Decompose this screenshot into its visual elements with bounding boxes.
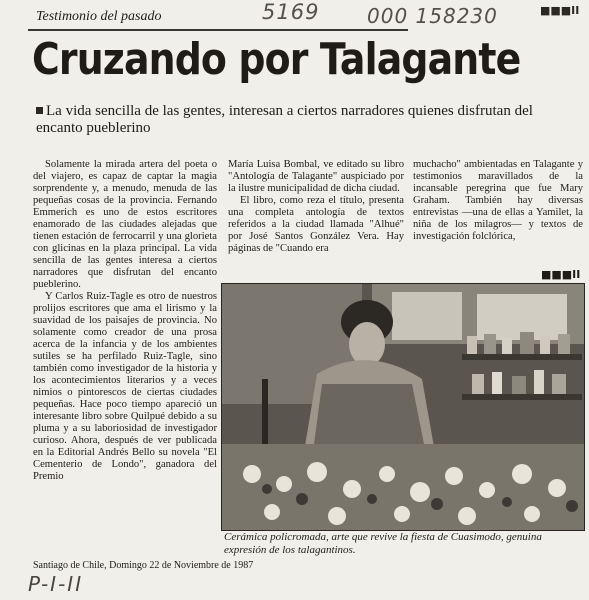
continuation-marker-bottom: ■■■II <box>541 268 581 281</box>
handwritten-code: 5169 <box>262 0 320 24</box>
paragraph: Solamente la mirada artera del poeta o del viajero, es capaz de captar la magia sorprendente y, a menudo, menuda de las pequeñas cosas de la provincia. Fernando Emmerich es uno de estos escritores enamorado de las ciudades alejadas que tienen estación de ferrocarril y una glorieta con glicinas en la plaza principal. La vida sencilla de las gentes interesa a ciertos narradores que disfrutan del encanto pueblerino. <box>33 159 217 290</box>
article-column-3 <box>413 159 583 259</box>
paragraph: Y Carlos Ruiz-Tagle es otro de nuestros prolijos escritores que ama el lirismo y la suavidad de los paisajes de provincia. No solamente como creador de una prosa acerca de la infancia y de los ambientes sutiles se ha perfilado Ruiz-Tagle, sino también como investigador de la historia y los acontecimientos literarios y a veces nimios o pintorescos de ciertas ciudades pequeñas. Hace poco tiempo apareció un interesante libro sobre Quilpué debido a su pluma y a su laboriosidad de investigador curioso. Ahora, después de ver publicada en la Editorial Andrés Bello su novela "El Cementerio de Londo", ganadora del Premio <box>33 291 217 482</box>
paragraph: El libro, como reza el título, presenta una completa antología de textos referidos a la ciudad llamada "Alhué" por José Santos González Vera. Hay páginas de "Cuando era <box>228 195 404 254</box>
photo-artwork <box>222 284 584 530</box>
article-column-1 <box>33 159 217 557</box>
continuation-marker-top: ■■■II <box>540 4 580 17</box>
article-column-2 <box>228 159 404 285</box>
photo-caption: Cerámica policromada, arte que revive la fiesta de Cuasimodo, genuina expresión de los talagantinos. <box>224 531 542 556</box>
headline: Cruzando por Talagante <box>32 34 521 85</box>
handwritten-catalog-number: 000 158230 <box>367 4 498 28</box>
paragraph: María Luisa Bombal, ve editado su libro "Antología de Talagante" auspiciado por la ilustre municipalidad de dicha ciudad. <box>228 159 404 194</box>
deck-text: La vida sencilla de las gentes, interesan a ciertos narradores quienes disfrutan del encanto pueblerino <box>36 103 533 136</box>
paragraph: muchacho" ambientadas en Talagante y testimonios maravillados de la incansable peregrina que fue Mary Graham. También hay diversas entrevistas —una de ellas a Yamilet, la niña de los milagros— y textos de investigación folclórica, <box>413 159 583 242</box>
dateline: Santiago de Chile, Domingo 22 de Noviembre de 1987 <box>33 560 254 571</box>
pencil-note: P-I-II <box>28 572 84 596</box>
section-label: Testimonio del pasado <box>36 9 162 24</box>
section-rule <box>28 29 408 31</box>
photo-ceramics <box>221 283 585 531</box>
bullet-square-icon <box>36 107 43 114</box>
deck <box>36 103 576 137</box>
